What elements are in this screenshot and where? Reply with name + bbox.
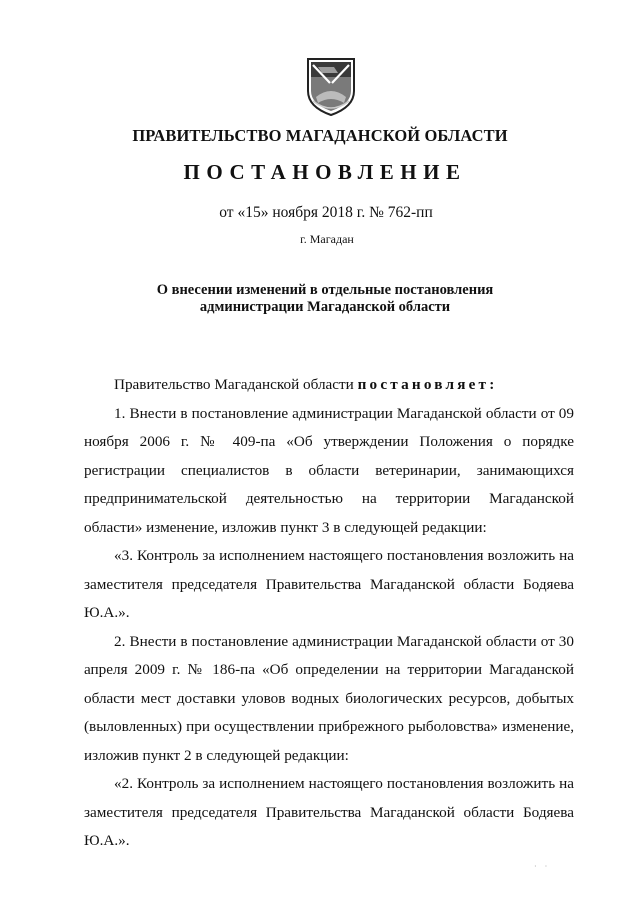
document-subject: [0, 282, 640, 316]
organization-title: ПРАВИТЕЛЬСТВО МАГАДАНСКОЙ ОБЛАСТИ: [132, 126, 508, 145]
coat-of-arms-icon: [304, 57, 358, 117]
document-city: г. Магадан: [300, 232, 354, 246]
document-date-number: от «15» ноября 2018 г. № 762-пп: [219, 204, 433, 221]
subject-line-1: О внесении изменений в отдельные постановления: [156, 282, 494, 298]
paragraph-1-quote: «3. Контроль за исполнением настоящего постановления возложить на заместителя председателя Правительства Магаданской области Бодяева Ю.А.».: [84, 547, 574, 621]
document-type-heading: ПОСТАНОВЛЕНИЕ: [183, 160, 467, 184]
lead-emphasis: постановляет:: [357, 376, 498, 393]
document-body: [84, 371, 574, 856]
paragraph-2-quote: «2. Контроль за исполнением настоящего постановления возложить на заместителя председателя Правительства Магаданской области Бодяева Ю.А.».: [84, 775, 574, 849]
lead-text: Правительство Магаданской области: [114, 376, 358, 393]
paragraph-2: 2. Внести в постановление администрации Магаданской области от 30 апреля 2009 г. № 186-па «Об определении на территории Магаданской области мест доставки уловов водных биологических ресурсов, добытых (выловленных) при осуществлении прибрежного рыболовства» изменение, изложив пункт 2 в следующей редакции:: [84, 632, 574, 764]
scan-artifact-mark: · ·: [534, 862, 551, 871]
subject-line-2: администрации Магаданской области: [199, 299, 451, 315]
paragraph-1: 1. Внести в постановление администрации Магаданской области от 09 ноября 2006 г. № 409-па «Об утверждении Положения о порядке регистрации специалистов в области ветеринарии, занимающихся предпринимательской деятельностью на территории Магаданской области» изменение, изложив пункт 3 в следующей редакции:: [84, 404, 574, 536]
lead-sentence: [84, 371, 574, 400]
